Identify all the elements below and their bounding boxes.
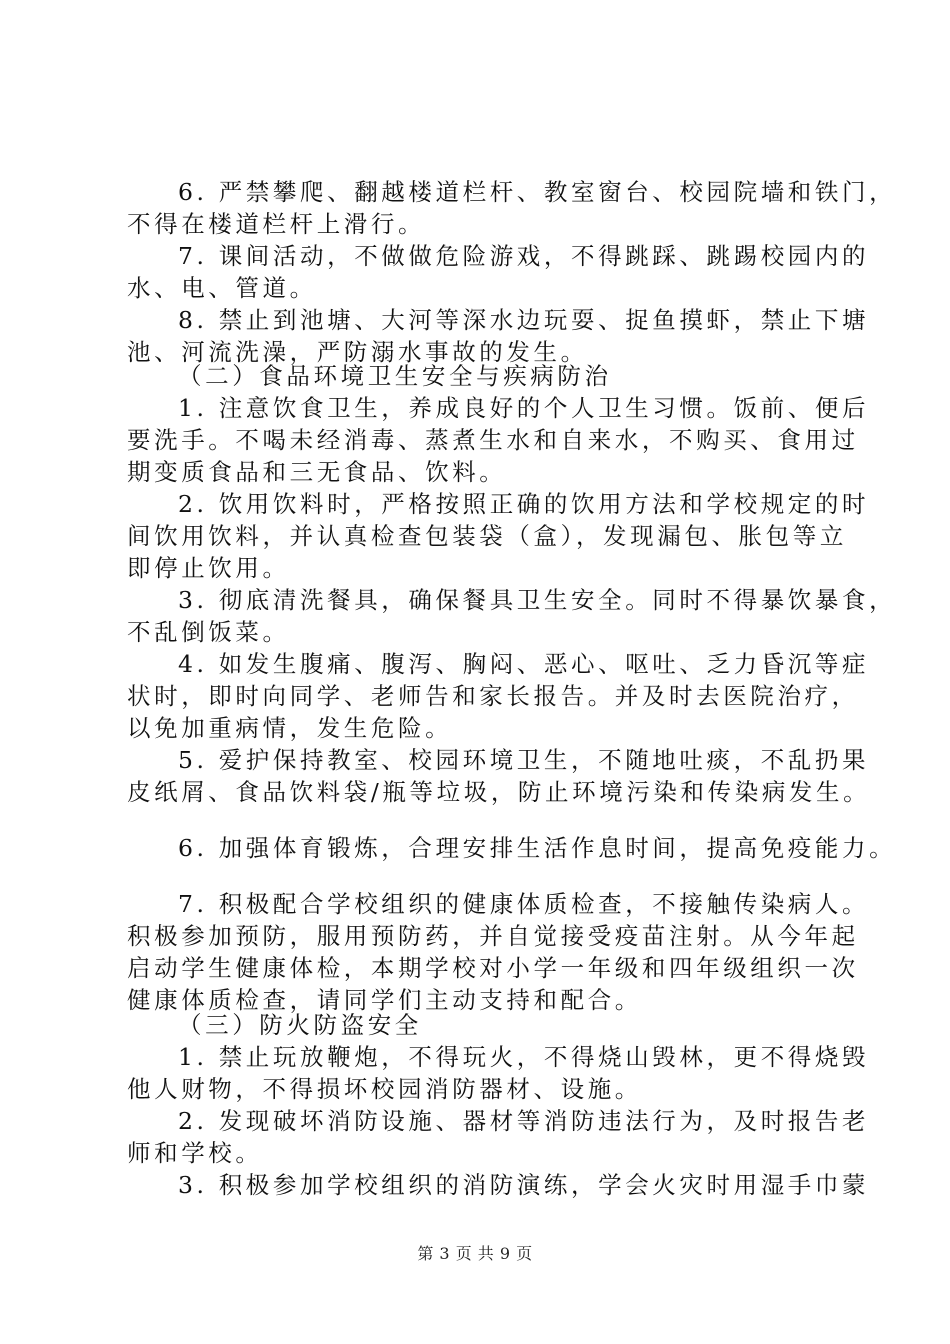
paragraph-line: 6. 加强体育锻炼，合理安排生活作息时间，提高免疫能力。 bbox=[178, 834, 897, 862]
paragraph-line: 皮纸屑、食品饮料袋/瓶等垃圾，防止环境污染和传染病发生。 bbox=[127, 778, 871, 806]
paragraph-line: 以免加重病情，发生危险。 bbox=[127, 714, 453, 742]
paragraph-line: 2. 发现破坏消防设施、器材等消防违法行为，及时报告老 bbox=[178, 1107, 870, 1135]
section-heading: （三）防火防盗安全 bbox=[178, 1011, 422, 1039]
paragraph-line: 要洗手。不喝未经消毒、蒸煮生水和自来水，不购买、食用过 bbox=[127, 426, 859, 454]
paragraph-line: 不得在楼道栏杆上滑行。 bbox=[127, 210, 426, 238]
paragraph-line: 积极参加预防，服用预防药，并自觉接受疫苗注射。从今年起 bbox=[127, 922, 859, 950]
paragraph-line: 状时，即时向同学、老师告和家长报告。并及时去医院治疗， bbox=[127, 682, 859, 710]
paragraph-line: 即停止饮用。 bbox=[127, 554, 290, 582]
paragraph-line: 启动学生健康体检，本期学校对小学一年级和四年级组织一次 bbox=[127, 954, 859, 982]
paragraph-line: 3. 积极参加学校组织的消防演练，学会火灾时用湿手巾蒙 bbox=[178, 1171, 870, 1199]
paragraph-line: 水、电、管道。 bbox=[127, 274, 317, 302]
paragraph-line: 师和学校。 bbox=[127, 1139, 263, 1167]
paragraph-line: 2. 饮用饮料时，严格按照正确的饮用方法和学校规定的时 bbox=[178, 490, 870, 518]
paragraph-line: 期变质食品和三无食品、饮料。 bbox=[127, 458, 507, 486]
paragraph-line: 健康体质检查，请同学们主动支持和配合。 bbox=[127, 986, 642, 1014]
paragraph-line: 1. 注意饮食卫生，养成良好的个人卫生习惯。饭前、便后 bbox=[178, 394, 870, 422]
paragraph-line: 7. 积极配合学校组织的健康体质检查，不接触传染病人。 bbox=[178, 890, 870, 918]
paragraph-line: 7. 课间活动，不做做危险游戏，不得跳踩、跳踢校园内的 bbox=[178, 242, 870, 270]
page-footer: 第 3 页 共 9 页 bbox=[417, 1244, 533, 1263]
paragraph-line: 他人财物，不得损坏校园消防器材、设施。 bbox=[127, 1075, 642, 1103]
paragraph-line: 不乱倒饭菜。 bbox=[127, 618, 290, 646]
section-heading: （二）食品环境卫生安全与疾病防治 bbox=[178, 362, 612, 390]
paragraph-line: 4. 如发生腹痛、腹泻、胸闷、恶心、呕吐、乏力昏沉等症 bbox=[178, 650, 870, 678]
paragraph-line: 3. 彻底清洗餐具，确保餐具卫生安全。同时不得暴饮暴食， bbox=[178, 586, 897, 614]
paragraph-line: 5. 爱护保持教室、校园环境卫生，不随地吐痰，不乱扔果 bbox=[178, 746, 870, 774]
paragraph-line: 1. 禁止玩放鞭炮，不得玩火，不得烧山毁林，更不得烧毁 bbox=[178, 1043, 870, 1071]
paragraph-line: 8. 禁止到池塘、大河等深水边玩耍、捉鱼摸虾，禁止下塘 bbox=[178, 306, 870, 334]
paragraph-line: 间饮用饮料，并认真检查包装袋（盒），发现漏包、胀包等立 bbox=[127, 522, 847, 550]
paragraph-line: 6. 严禁攀爬、翻越楼道栏杆、教室窗台、校园院墙和铁门， bbox=[178, 178, 897, 206]
paragraph-line: 池、河流洗澡，严防溺水事故的发生。 bbox=[127, 338, 588, 366]
